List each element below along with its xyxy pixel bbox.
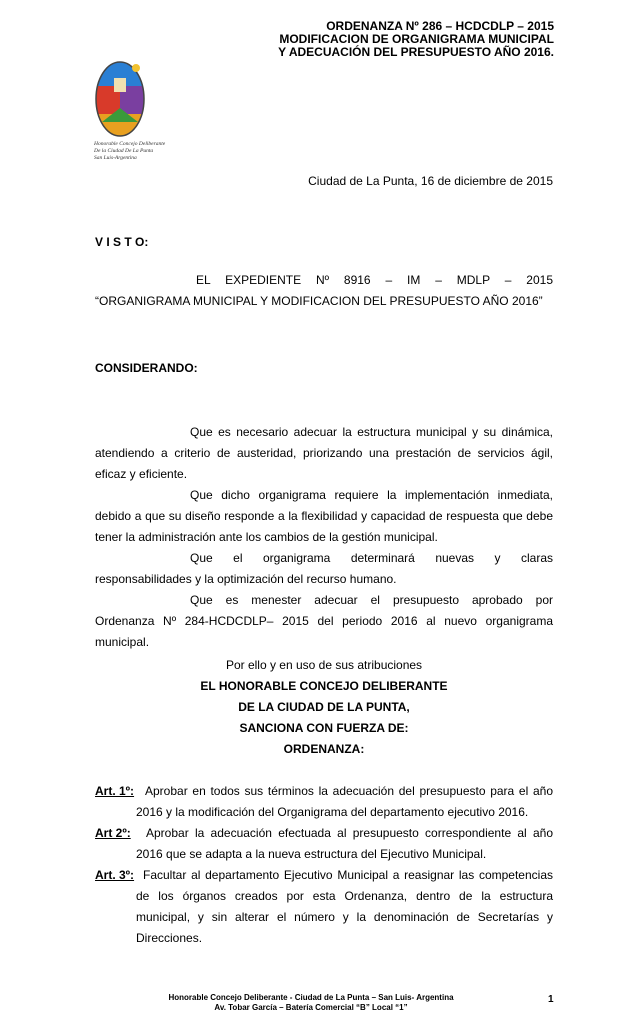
seal-caption	[94, 141, 165, 162]
council-seal-logo	[92, 58, 148, 140]
page-number: 1	[548, 994, 554, 1005]
paragraph-1-line2: atendiendo a criterio de austeridad, priorizando una prestación de servicios ágil,	[95, 446, 553, 460]
footer-address-line2: Av. Tobar García – Batería Comercial “B” Local “1”	[214, 1003, 408, 1012]
visto-line2: “ORGANIGRAMA MUNICIPAL Y MODIFICACION DEL PRESUPUESTO AÑO 2016”	[95, 294, 543, 308]
article-3-label: Art. 3º:	[95, 868, 135, 882]
paragraph-2-line2: debido a que su diseño responde a la flexibilidad y capacidad de respuesta que debe	[95, 509, 553, 523]
paragraph-1-line1: Que es necesario adecuar la estructura municipal y su dinámica,	[190, 425, 553, 439]
footer-address-line1: Honorable Concejo Deliberante - Ciudad de La Punta – San Luis- Argentina	[168, 993, 454, 1002]
visto-heading: V I S T O:	[95, 235, 149, 249]
paragraph-4-line3: municipal.	[95, 635, 150, 649]
seal-caption-line3: San Luis-Argentina	[94, 155, 137, 161]
paragraph-4-line2: Ordenanza Nº 284-HCDCDLP– 2015 del periodo 2016 al nuevo organigrama	[95, 614, 553, 628]
paragraph-3-line2: responsabilidades y la optimización del recurso humano.	[95, 572, 397, 586]
paragraph-2-line1: Que dicho organigrama requiere la implementación inmediata,	[190, 488, 553, 502]
article-3-line4: Direcciones.	[136, 931, 203, 945]
seal-caption-line1: Honorable Concejo Deliberante	[94, 141, 166, 147]
article-1-line2: 2016 y la modificación del Organigrama del departamento ejecutivo 2016.	[136, 805, 529, 819]
document-header	[278, 20, 554, 59]
ordinance-title-line1: MODIFICACION DE ORGANIGRAMA MUNICIPAL	[279, 32, 554, 46]
council-name: EL HONORABLE CONCEJO DELIBERANTE	[200, 679, 448, 693]
article-3-line2: de los órganos creados por esta Ordenanza, dentro de la estructura	[136, 889, 553, 903]
seal-caption-line2: De la Ciudad De La Punta	[94, 148, 154, 154]
article-1-label: Art. 1º:	[95, 784, 135, 798]
paragraph-4-line1: Que es menester adecuar el presupuesto aprobado por	[190, 593, 553, 607]
closing-phrase: Por ello y en uso de sus atribuciones	[225, 658, 423, 672]
ordinance-number: ORDENANZA Nº 286 – HCDCDLP – 2015	[326, 19, 554, 33]
article-3-line3: municipal, y sin alterar el número y la denominación de Secretarías y	[136, 910, 553, 924]
paragraph-3-line1: Que el organigrama determinará nuevas y claras	[190, 551, 553, 565]
considerando-heading: CONSIDERANDO:	[95, 361, 198, 375]
sanciona-line: SANCIONA CON FUERZA DE:	[239, 721, 409, 735]
date-line: Ciudad de La Punta, 16 de diciembre de 2015	[308, 174, 553, 188]
ordenanza-heading: ORDENANZA:	[283, 742, 365, 756]
ordinance-title-line2: Y ADECUACIÓN DEL PRESUPUESTO AÑO 2016.	[278, 45, 554, 59]
paragraph-1-line3: eficaz y eficiente.	[95, 467, 188, 481]
article-2-label: Art 2º:	[95, 826, 131, 840]
visto-line1: EL EXPEDIENTE Nº 8916 – IM – MDLP – 2015	[196, 273, 553, 287]
article-2-line1: Aprobar la adecuación efectuada al presupuesto correspondiente al año	[146, 826, 553, 840]
article-2-line2: 2016 que se adapta a la nueva estructura del Ejecutivo Municipal.	[136, 847, 487, 861]
city-name: DE LA CIUDAD DE LA PUNTA,	[238, 700, 410, 714]
paragraph-2-line3: tener la administración ante los cambios de la gestión municipal.	[95, 530, 438, 544]
article-1-line1: Aprobar en todos sus términos la adecuación del presupuesto para el año	[145, 784, 553, 798]
article-3-line1: Facultar al departamento Ejecutivo Municipal a reasignar las competencias	[143, 868, 553, 882]
